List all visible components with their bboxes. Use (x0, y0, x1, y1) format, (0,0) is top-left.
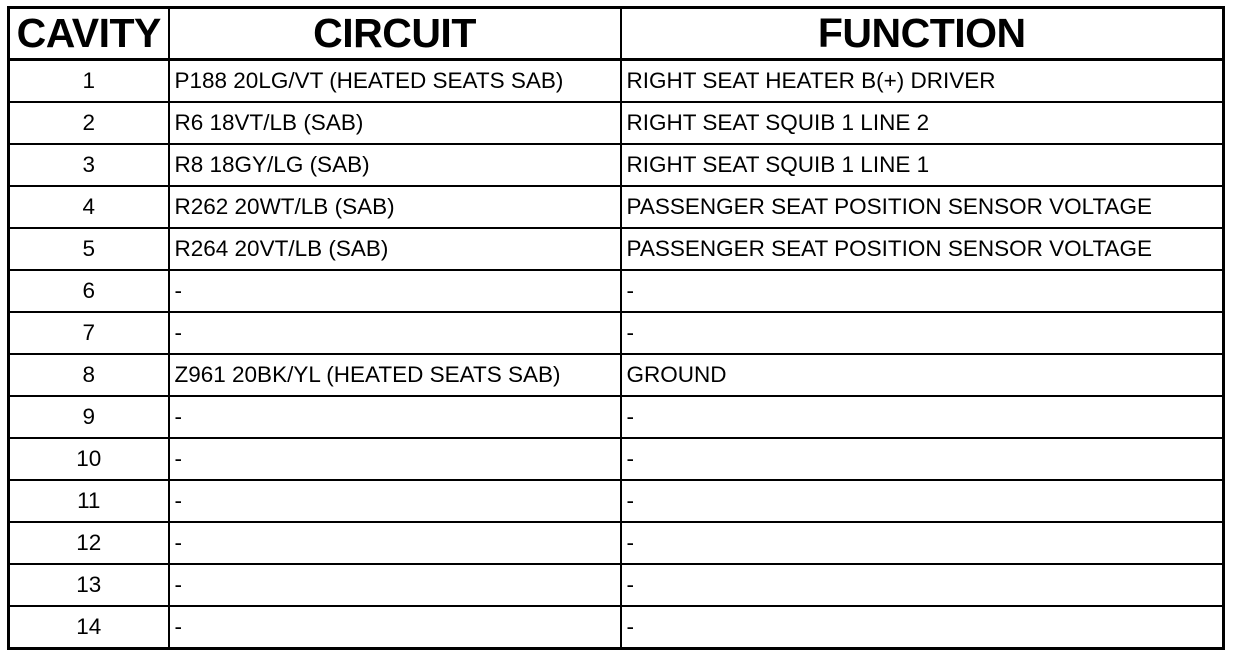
table-row (9, 522, 1224, 564)
function-cell: PASSENGER SEAT POSITION SENSOR VOLTAGE (621, 186, 1224, 228)
table-row (9, 228, 1224, 270)
table-row (9, 270, 1224, 312)
cavity-cell: 1 (9, 60, 169, 103)
circuit-cell: - (169, 270, 621, 312)
function-cell: - (621, 606, 1224, 649)
cavity-cell: 10 (9, 438, 169, 480)
cavity-cell: 9 (9, 396, 169, 438)
function-cell: RIGHT SEAT SQUIB 1 LINE 1 (621, 144, 1224, 186)
function-cell: - (621, 480, 1224, 522)
table-row (9, 186, 1224, 228)
table-row (9, 480, 1224, 522)
cavity-cell: 13 (9, 564, 169, 606)
cavity-cell: 5 (9, 228, 169, 270)
table-row (9, 354, 1224, 396)
cavity-cell: 12 (9, 522, 169, 564)
function-cell: - (621, 270, 1224, 312)
header-function: FUNCTION (621, 8, 1224, 60)
cavity-cell: 14 (9, 606, 169, 649)
table-row (9, 102, 1224, 144)
table-row (9, 312, 1224, 354)
function-cell: RIGHT SEAT SQUIB 1 LINE 2 (621, 102, 1224, 144)
function-cell: - (621, 396, 1224, 438)
table-header (9, 8, 1224, 60)
circuit-cell: R6 18VT/LB (SAB) (169, 102, 621, 144)
table-row (9, 564, 1224, 606)
circuit-cell: - (169, 396, 621, 438)
circuit-cell: R8 18GY/LG (SAB) (169, 144, 621, 186)
circuit-cell: - (169, 522, 621, 564)
cavity-cell: 4 (9, 186, 169, 228)
header-circuit: CIRCUIT (169, 8, 621, 60)
cavity-cell: 8 (9, 354, 169, 396)
circuit-cell: R264 20VT/LB (SAB) (169, 228, 621, 270)
function-cell: - (621, 438, 1224, 480)
circuit-cell: P188 20LG/VT (HEATED SEATS SAB) (169, 60, 621, 103)
cavity-cell: 3 (9, 144, 169, 186)
function-cell: GROUND (621, 354, 1224, 396)
table-row (9, 606, 1224, 649)
circuit-cell: Z961 20BK/YL (HEATED SEATS SAB) (169, 354, 621, 396)
circuit-cell: - (169, 606, 621, 649)
header-cavity: CAVITY (9, 8, 169, 60)
circuit-cell: - (169, 564, 621, 606)
function-cell: - (621, 522, 1224, 564)
table-row (9, 396, 1224, 438)
table-body (9, 60, 1224, 649)
function-cell: PASSENGER SEAT POSITION SENSOR VOLTAGE (621, 228, 1224, 270)
circuit-cell: - (169, 312, 621, 354)
table-row (9, 144, 1224, 186)
circuit-cell: - (169, 438, 621, 480)
function-cell: - (621, 312, 1224, 354)
circuit-cell: R262 20WT/LB (SAB) (169, 186, 621, 228)
header-row (9, 8, 1224, 60)
function-cell: - (621, 564, 1224, 606)
cavity-cell: 11 (9, 480, 169, 522)
connector-pinout-table (7, 6, 1225, 650)
cavity-cell: 2 (9, 102, 169, 144)
circuit-cell: - (169, 480, 621, 522)
function-cell: RIGHT SEAT HEATER B(+) DRIVER (621, 60, 1224, 103)
cavity-cell: 7 (9, 312, 169, 354)
cavity-cell: 6 (9, 270, 169, 312)
table-row (9, 438, 1224, 480)
connector-pinout-table-container (7, 6, 1225, 650)
table-row (9, 60, 1224, 103)
